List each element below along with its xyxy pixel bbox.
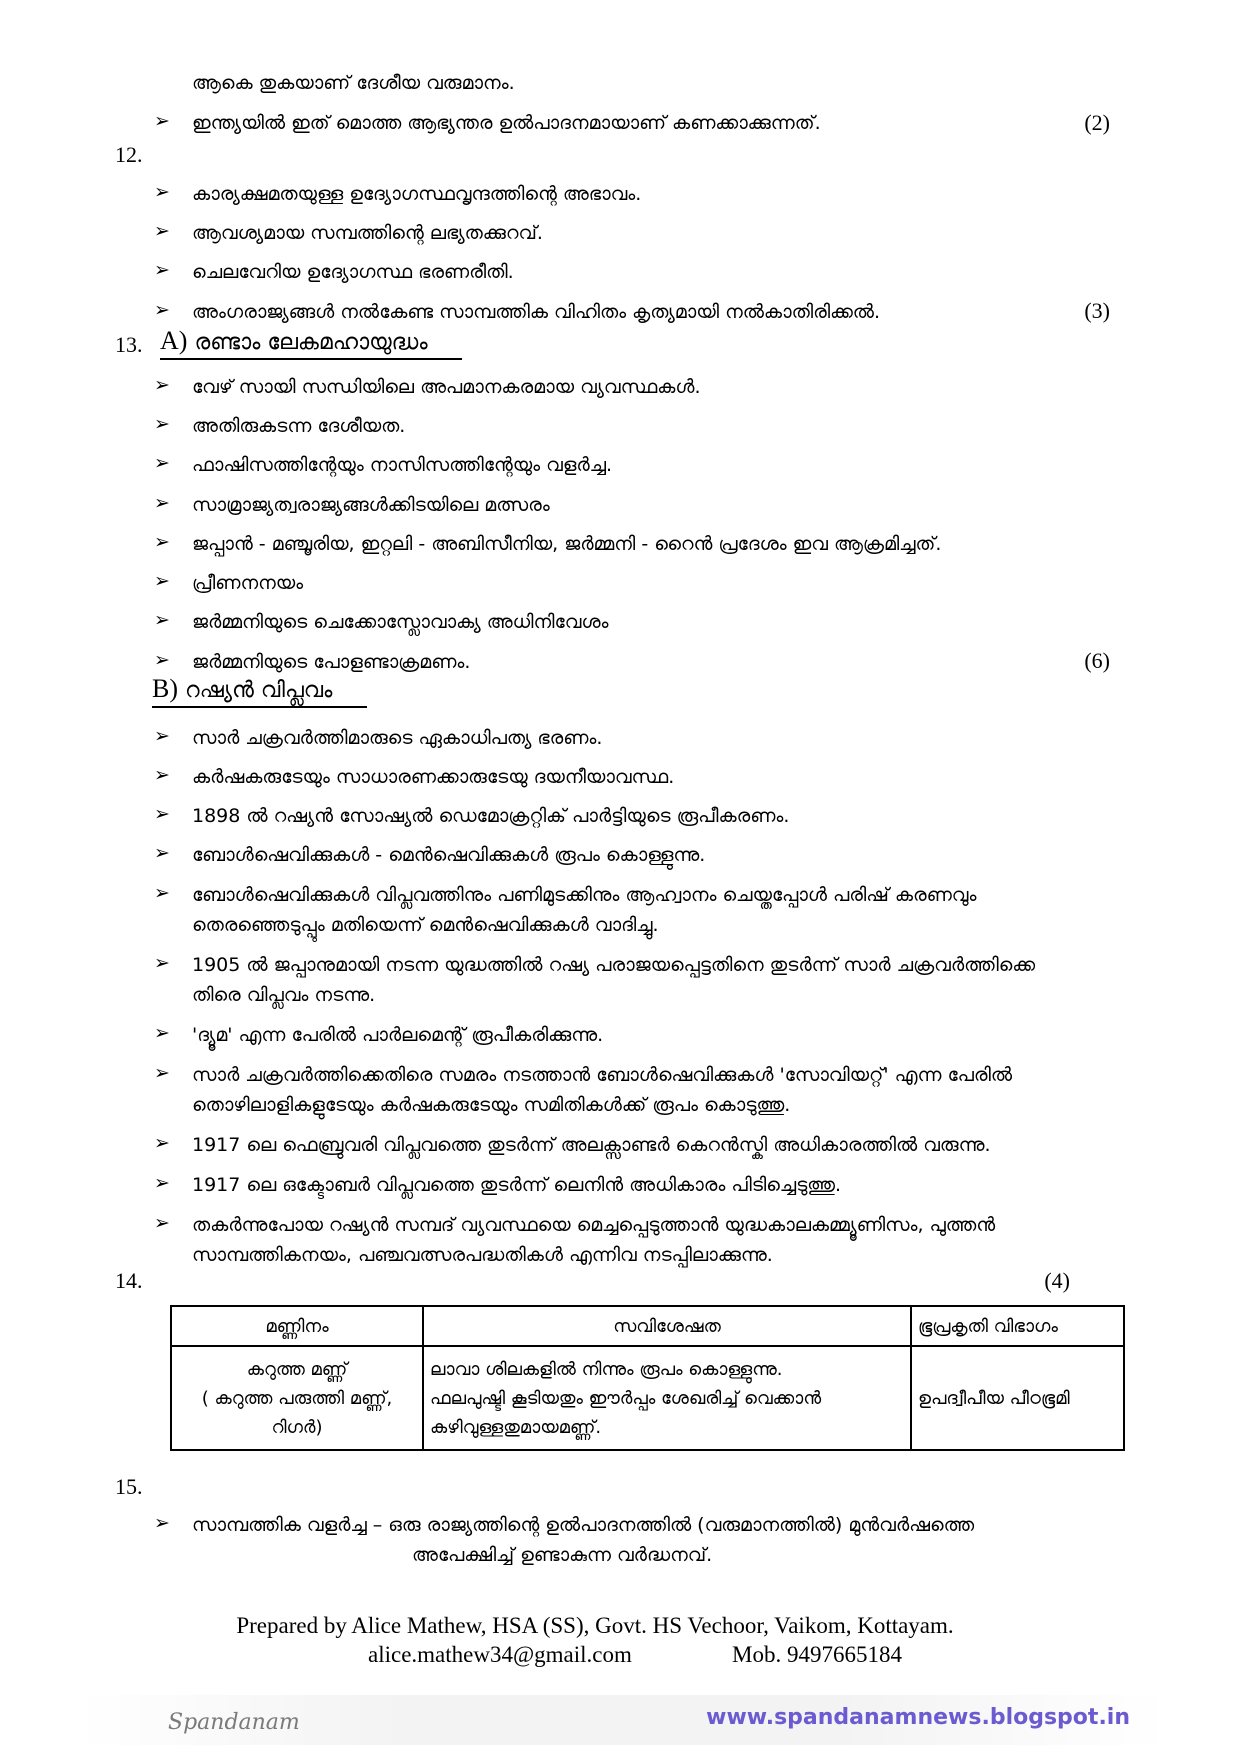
bullet-icon: ➢ bbox=[154, 374, 170, 396]
bullet-icon: ➢ bbox=[154, 882, 170, 904]
soil-line: കറുത്ത മണ്ണ് bbox=[246, 1358, 348, 1380]
bullet-icon: ➢ bbox=[154, 1172, 170, 1194]
footer-email: alice.mathew34@gmail.com bbox=[368, 1642, 632, 1667]
bullet-icon: ➢ bbox=[154, 259, 170, 281]
q12-item: ആവശ്യമായ സമ്പത്തിന്റെ ലഭ്യതക്കുറവ്. bbox=[192, 222, 543, 244]
bullet-icon: ➢ bbox=[154, 452, 170, 474]
feature-line: കഴിവുള്ളതുമായമണ്ണ്. bbox=[430, 1416, 602, 1438]
q15-line: സാമ്പത്തിക വളർച്ച – ഒരു രാജ്യത്തിന്റെ ഉൽപാദനത്തിൽ (വരുമാനത്തിൽ) മുൻവർഷത്തെ bbox=[192, 1514, 975, 1536]
q13b-item: സാർ ചക്രവർത്തിമാരുടെ ഏകാധിപത്യ ഭരണം. bbox=[192, 727, 603, 749]
bullet-icon: ➢ bbox=[154, 1512, 170, 1534]
bullet-icon: ➢ bbox=[154, 609, 170, 631]
heading-title: റഷ്യൻ വിപ്ലവം bbox=[185, 678, 333, 703]
q13a-item: ഫാഷിസത്തിന്റേയും നാസിസത്തിന്റേയും വളർച്ച. bbox=[192, 454, 613, 476]
bullet-icon: ➢ bbox=[154, 764, 170, 786]
mark-4: (4) bbox=[1044, 1268, 1070, 1293]
feature-line: ഫലപുഷ്ടി കൂടിയതും ഈർപ്പം ശേഖരിച്ച് വെക്കാൻ bbox=[430, 1387, 822, 1409]
q13b-item-cont: സാമ്പത്തികനയം, പഞ്ചവത്സരപദ്ധതികൾ എന്നിവ നടപ്പിലാക്കുന്നു. bbox=[192, 1244, 773, 1266]
q13b-item: കർഷകരുടേയും സാധാരണക്കാരുടേയു ദയനീയാവസ്ഥ. bbox=[192, 766, 675, 788]
q13b-item: 1917 ലെ ഫെബ്രുവരി വിപ്ലവത്തെ തുടർന്ന് അലക്സാണ്ടർ കെറൻസ്കി അധികാരത്തിൽ വരുന്നു. bbox=[192, 1134, 991, 1156]
q13a-item: ജപ്പാൻ - മഞ്ചൂരിയ, ഇറ്റലി - അബിസീനിയ, ജർമ്മനി - റൈൻ പ്രദേശം ഇവ ആക്രമിച്ചത്. bbox=[192, 533, 942, 555]
bullet-icon: ➢ bbox=[154, 413, 170, 435]
heading-label: A) bbox=[160, 326, 188, 355]
q12-item: അംഗരാജ്യങ്ങൾ നൽകേണ്ട സാമ്പത്തിക വിഹിതം കൃത്യമായി നൽകാതിരിക്കൽ. bbox=[192, 301, 880, 323]
website-link[interactable]: www.spandanamnews.blogspot.in bbox=[706, 1705, 1130, 1730]
footer-prepared: Prepared by Alice Mathew, HSA (SS), Govt. HS Vechoor, Vaikom, Kottayam. bbox=[236, 1613, 954, 1638]
bullet-icon: ➢ bbox=[154, 531, 170, 553]
bullet-icon: ➢ bbox=[154, 725, 170, 747]
soil-line: റിഗർ) bbox=[271, 1416, 323, 1438]
q13a-item: അതിരുകടന്ന ദേശീയത. bbox=[192, 415, 406, 437]
mark-2: (2) bbox=[1084, 110, 1110, 135]
q13b-item: സാർ ചക്രവർത്തിക്കെതിരെ സമരം നടത്താൻ ബോൾഷെവിക്കുകൾ 'സോവിയറ്റ്' എന്ന പേരിൽ bbox=[192, 1064, 1013, 1086]
bullet-icon: ➢ bbox=[154, 803, 170, 825]
question-14-number: 14. bbox=[115, 1268, 143, 1293]
q13a-item: ജർമ്മനിയുടെ ചെക്കോസ്ലോവാക്യ അധിനിവേശം bbox=[192, 611, 609, 633]
bullet-icon: ➢ bbox=[154, 1212, 170, 1234]
q12-item: കാര്യക്ഷമതയുള്ള ഉദ്യോഗസ്ഥവൃന്ദത്തിന്റെ അഭാവം. bbox=[192, 183, 642, 205]
q13a-item: വേഴ് സായി സന്ധിയിലെ അപമാനകരമായ വ്യവസ്ഥകൾ. bbox=[192, 376, 701, 398]
mark-6: (6) bbox=[1084, 648, 1110, 673]
q13a-item: ജർമ്മനിയുടെ പോളണ്ടാക്രമണം. bbox=[192, 651, 471, 673]
table-header: മണ്ണിനം bbox=[171, 1306, 423, 1346]
heading-russian-revolution bbox=[152, 674, 367, 708]
table-header: ഭൂപ്രകൃതി വിഭാഗം bbox=[911, 1306, 1124, 1346]
q12-item: ചെലവേറിയ ഉദ്യോഗസ്ഥ ഭരണരീതി. bbox=[192, 261, 514, 283]
bullet-icon: ➢ bbox=[154, 110, 170, 132]
soil-table bbox=[170, 1305, 1125, 1451]
q13b-item-cont: തിരെ വിപ്ലവം നടന്നു. bbox=[192, 984, 376, 1006]
bullet-icon: ➢ bbox=[154, 649, 170, 671]
question-12-number: 12. bbox=[115, 142, 143, 167]
bullet-icon: ➢ bbox=[154, 952, 170, 974]
bullet-icon: ➢ bbox=[154, 181, 170, 203]
bullet-icon: ➢ bbox=[154, 1022, 170, 1044]
table-cell-region: ഉപദ്വീപീയ പീഠഭൂമി bbox=[911, 1346, 1124, 1450]
bullet-icon: ➢ bbox=[154, 220, 170, 242]
q15-line-cont: അപേക്ഷിച്ച് ഉണ്ടാകുന്ന വർദ്ധനവ്. bbox=[412, 1544, 713, 1566]
table-cell-feature bbox=[423, 1346, 911, 1450]
mark-3: (3) bbox=[1084, 298, 1110, 323]
bullet-icon: ➢ bbox=[154, 570, 170, 592]
q13a-item: പ്രീണനനയം bbox=[192, 572, 304, 594]
heading-label: B) bbox=[152, 674, 178, 703]
feature-line: ലാവാ ശിലകളിൽ നിന്നും രൂപം കൊള്ളുന്നു. bbox=[430, 1358, 783, 1380]
bullet-icon: ➢ bbox=[154, 1132, 170, 1154]
table-header: സവിശേഷത bbox=[423, 1306, 911, 1346]
q13b-item: 1917 ലെ ഒക്ടോബർ വിപ്ലവത്തെ തുടർന്ന് ലെനിൻ അധികാരം പിടിച്ചെടുത്തു. bbox=[192, 1174, 842, 1196]
india-line: ഇന്ത്യയിൽ ഇത് മൊത്ത ആഭ്യന്തര ഉൽപാദനമായാണ് കണക്കാക്കുന്നത്. bbox=[192, 112, 821, 134]
q13b-item-cont: തൊഴിലാളികളുടേയും കർഷകരുടേയും സമിതികൾക്ക് രൂപം കൊടുത്തു. bbox=[192, 1094, 791, 1116]
table-cell-soil bbox=[171, 1346, 423, 1450]
bullet-icon: ➢ bbox=[154, 842, 170, 864]
q13b-item: 1905 ൽ ജപ്പാനുമായി നടന്ന യുദ്ധത്തിൽ റഷ്യ പരാജയപ്പെട്ടതിനെ തുടർന്ന് സാർ ചക്രവർത്തിക്കെ bbox=[192, 954, 1036, 976]
q13b-item: 1898 ൽ റഷ്യൻ സോഷ്യൽ ഡെമോക്രറ്റിക് പാർട്ടിയുടെ രൂപീകരണം. bbox=[192, 805, 790, 827]
bullet-icon: ➢ bbox=[154, 1062, 170, 1084]
intro-line: ആകെ തുകയാണ് ദേശീയ വരുമാനം. bbox=[192, 72, 515, 94]
soil-line: ( കറുത്ത പരുത്തി മണ്ണ്, bbox=[201, 1387, 393, 1409]
q13b-item-cont: തെരഞ്ഞെടുപ്പും മതിയെന്ന് മെൻഷെവിക്കുകൾ വാദിച്ചു. bbox=[192, 914, 659, 936]
brand-logo-text: Spandanam bbox=[168, 1710, 300, 1735]
question-15-number: 15. bbox=[115, 1474, 143, 1499]
question-13-number: 13. bbox=[115, 332, 143, 357]
bullet-icon: ➢ bbox=[154, 492, 170, 514]
q13b-item: 'ദ്യൂമ' എന്ന പേരിൽ പാർലമെന്റ് രൂപീകരിക്കുന്നു. bbox=[192, 1024, 604, 1046]
heading-title: രണ്ടാം ലേകമഹായുദ്ധം bbox=[194, 330, 428, 355]
bullet-icon: ➢ bbox=[154, 299, 170, 321]
q13b-item: തകർന്നുപോയ റഷ്യൻ സമ്പദ് വ്യവസ്ഥയെ മെച്ചപ്പെടുത്താൻ യുദ്ധകാലകമ്മ്യൂണിസം, പുത്തൻ bbox=[192, 1214, 996, 1236]
q13b-item: ബോൾഷെവിക്കുകൾ - മെൻഷെവിക്കുകൾ രൂപം കൊള്ളുന്നു. bbox=[192, 844, 706, 866]
q13a-item: സാമ്രാജ്യത്വരാജ്യങ്ങൾക്കിടയിലെ മത്സരം bbox=[192, 494, 550, 516]
footer-mobile: Mob. 9497665184 bbox=[732, 1642, 902, 1667]
heading-ww2 bbox=[160, 326, 462, 360]
q13b-item: ബോൾഷെവിക്കുകൾ വിപ്ലവത്തിനും പണിമുടക്കിനും ആഹ്വാനം ചെയ്തപ്പോൾ പരിഷ് കരണവും bbox=[192, 884, 977, 906]
